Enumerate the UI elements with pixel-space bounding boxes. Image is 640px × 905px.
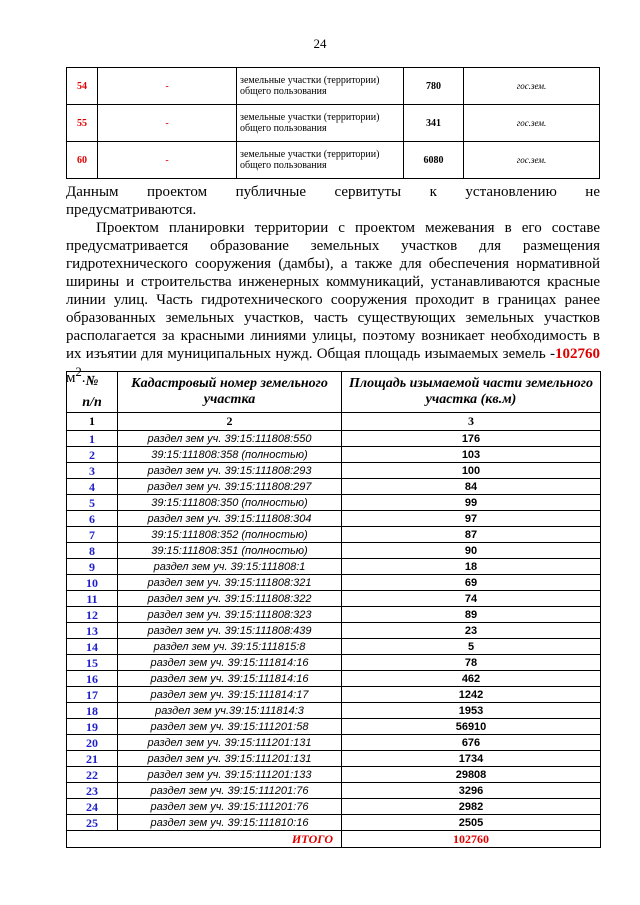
- top-table-row: [67, 105, 600, 142]
- row-area: 1242: [342, 687, 601, 703]
- parcel-type: земельные участки (территории) общего пользования: [237, 68, 404, 105]
- header-area: Площадь изымаемой части земельного участка (кв.м): [342, 372, 601, 413]
- row-area: 87: [342, 527, 601, 543]
- row-area: 90: [342, 543, 601, 559]
- row-number: 10: [67, 575, 118, 591]
- row-cadastral: раздел зем уч. 39:15:111808:439: [118, 623, 342, 639]
- row-area: 1953: [342, 703, 601, 719]
- row-number: 7: [67, 527, 118, 543]
- row-area: 74: [342, 591, 601, 607]
- planning-paragraph-text: Проектом планировки территории с проектом межевания в его составе предусматривается образование земельных участков для размещения гидротехнического сооружения (дамбы), а также для обеспечения нормативной ширины и строительства инженерных коммуникаций, устанавливаются красные линии улиц. Часть гидротехнического сооружения проходит в границах ранее образованных земельных участков, часть существующих земельных участков располагается за красными линиями улицы, поэтому возникает необходимость в их изъятии для муниципальных нужд. Общая площадь изымаемых земель -: [66, 220, 600, 362]
- table-row: [67, 527, 601, 543]
- total-value: 102760: [342, 831, 601, 848]
- row-cadastral: раздел зем уч. 39:15:111808:323: [118, 607, 342, 623]
- row-number: 21: [67, 751, 118, 767]
- row-area: 99: [342, 495, 601, 511]
- parcel-type: земельные участки (территории) общего пользования: [237, 142, 404, 179]
- table-row: [67, 655, 601, 671]
- row-number: 11: [67, 591, 118, 607]
- table-row: [67, 719, 601, 735]
- row-cadastral: раздел зем уч. 39:15:111808:321: [118, 575, 342, 591]
- row-area: 2982: [342, 799, 601, 815]
- row-cadastral: раздел зем уч. 39:15:111201:76: [118, 799, 342, 815]
- table-row: [67, 463, 601, 479]
- row-number: 24: [67, 799, 118, 815]
- row-cadastral: раздел зем уч. 39:15:111814:17: [118, 687, 342, 703]
- parcel-cadastral: -: [98, 142, 237, 179]
- row-cadastral: раздел зем уч. 39:15:111201:131: [118, 751, 342, 767]
- row-area: 3296: [342, 783, 601, 799]
- row-area: 29808: [342, 767, 601, 783]
- parcels-table-continued: [66, 67, 600, 179]
- top-table-row: [67, 142, 600, 179]
- table-row: [67, 639, 601, 655]
- row-number: 9: [67, 559, 118, 575]
- row-number: 20: [67, 735, 118, 751]
- row-cadastral: раздел зем уч. 39:15:111808:293: [118, 463, 342, 479]
- parcel-ownership: гос.зем.: [464, 105, 600, 142]
- row-number: 3: [67, 463, 118, 479]
- col-index-3: 3: [342, 413, 601, 431]
- row-cadastral: раздел зем уч. 39:15:111201:76: [118, 783, 342, 799]
- table-row: [67, 511, 601, 527]
- servitude-paragraph-line1: Данным проектом публичные сервитуты к установлению не: [66, 184, 600, 200]
- table-row: [67, 431, 601, 447]
- row-cadastral: раздел зем уч. 39:15:111201:133: [118, 767, 342, 783]
- parcel-area: 780: [404, 68, 464, 105]
- row-number: 22: [67, 767, 118, 783]
- parcel-area: 341: [404, 105, 464, 142]
- parcel-number: 60: [67, 142, 98, 179]
- row-number: 12: [67, 607, 118, 623]
- parcel-cadastral: -: [98, 68, 237, 105]
- row-cadastral: раздел зем уч. 39:15:111814:16: [118, 671, 342, 687]
- row-number: 4: [67, 479, 118, 495]
- planning-paragraph: [66, 219, 600, 387]
- row-cadastral: раздел зем уч.39:15:111814:3: [118, 703, 342, 719]
- servitude-paragraph-line2: предусматриваются.: [66, 202, 197, 218]
- parcel-ownership: гос.зем.: [464, 68, 600, 105]
- table-row: [67, 495, 601, 511]
- row-area: 56910: [342, 719, 601, 735]
- table-row: [67, 751, 601, 767]
- table-row: [67, 815, 601, 831]
- table-row: [67, 735, 601, 751]
- row-number: 8: [67, 543, 118, 559]
- table-row: [67, 767, 601, 783]
- table-row: [67, 799, 601, 815]
- row-cadastral: 39:15:111808:351 (полностью): [118, 543, 342, 559]
- row-area: 18: [342, 559, 601, 575]
- table-row: [67, 703, 601, 719]
- row-cadastral: раздел зем уч. 39:15:111810:16: [118, 815, 342, 831]
- seized-land-table: [66, 371, 601, 848]
- row-number: 25: [67, 815, 118, 831]
- parcel-area: 6080: [404, 142, 464, 179]
- row-area: 1734: [342, 751, 601, 767]
- row-area: 2505: [342, 815, 601, 831]
- row-number: 18: [67, 703, 118, 719]
- col-index-2: 2: [118, 413, 342, 431]
- row-area: 176: [342, 431, 601, 447]
- header-number-pp: п/п: [82, 395, 102, 410]
- row-number: 1: [67, 431, 118, 447]
- table-row: [67, 623, 601, 639]
- row-number: 6: [67, 511, 118, 527]
- row-area: 84: [342, 479, 601, 495]
- row-area: 89: [342, 607, 601, 623]
- row-number: 5: [67, 495, 118, 511]
- row-area: 462: [342, 671, 601, 687]
- row-number: 13: [67, 623, 118, 639]
- row-cadastral: раздел зем уч. 39:15:111201:131: [118, 735, 342, 751]
- top-table-row: [67, 68, 600, 105]
- parcel-ownership: гос.зем.: [464, 142, 600, 179]
- parcel-number: 55: [67, 105, 98, 142]
- row-cadastral: раздел зем уч. 39:15:111808:1: [118, 559, 342, 575]
- table-row: [67, 559, 601, 575]
- table-row: [67, 687, 601, 703]
- row-area: 78: [342, 655, 601, 671]
- parcel-number: 54: [67, 68, 98, 105]
- header-cadastral: Кадастровый номер земельного участка: [118, 372, 342, 413]
- table-row: [67, 607, 601, 623]
- row-number: 23: [67, 783, 118, 799]
- table-row: [67, 783, 601, 799]
- area-unit: м: [66, 370, 76, 386]
- row-number: 14: [67, 639, 118, 655]
- row-area: 676: [342, 735, 601, 751]
- table-row: [67, 575, 601, 591]
- row-cadastral: раздел зем уч. 39:15:111808:322: [118, 591, 342, 607]
- row-area: 23: [342, 623, 601, 639]
- total-label: ИТОГО: [67, 831, 342, 848]
- row-cadastral: раздел зем уч. 39:15:111814:16: [118, 655, 342, 671]
- row-number: 19: [67, 719, 118, 735]
- header-number: [67, 372, 118, 413]
- row-area: 103: [342, 447, 601, 463]
- table-row: [67, 543, 601, 559]
- area-unit-sup: 2: [75, 365, 82, 379]
- row-cadastral: раздел зем уч. 39:15:111808:550: [118, 431, 342, 447]
- row-cadastral: раздел зем уч. 39:15:111808:304: [118, 511, 342, 527]
- table-row: [67, 671, 601, 687]
- row-number: 16: [67, 671, 118, 687]
- col-index-1: 1: [67, 413, 118, 431]
- row-cadastral: раздел зем уч. 39:15:111815:8: [118, 639, 342, 655]
- row-cadastral: раздел зем уч. 39:15:111201:58: [118, 719, 342, 735]
- paragraph-end: .: [81, 370, 86, 386]
- row-cadastral: 39:15:111808:350 (полностью): [118, 495, 342, 511]
- header-number-sign: №: [85, 374, 99, 389]
- row-area: 100: [342, 463, 601, 479]
- table-row: [67, 479, 601, 495]
- parcel-cadastral: -: [98, 105, 237, 142]
- page-number: 24: [313, 36, 327, 51]
- total-area-value: 102760: [555, 346, 600, 362]
- row-cadastral: раздел зем уч. 39:15:111808:297: [118, 479, 342, 495]
- row-number: 2: [67, 447, 118, 463]
- row-cadastral: 39:15:111808:358 (полностью): [118, 447, 342, 463]
- row-area: 69: [342, 575, 601, 591]
- table-row: [67, 447, 601, 463]
- row-number: 15: [67, 655, 118, 671]
- parcel-type: земельные участки (территории) общего пользования: [237, 105, 404, 142]
- table-row: [67, 591, 601, 607]
- row-area: 97: [342, 511, 601, 527]
- row-cadastral: 39:15:111808:352 (полностью): [118, 527, 342, 543]
- row-number: 17: [67, 687, 118, 703]
- row-area: 5: [342, 639, 601, 655]
